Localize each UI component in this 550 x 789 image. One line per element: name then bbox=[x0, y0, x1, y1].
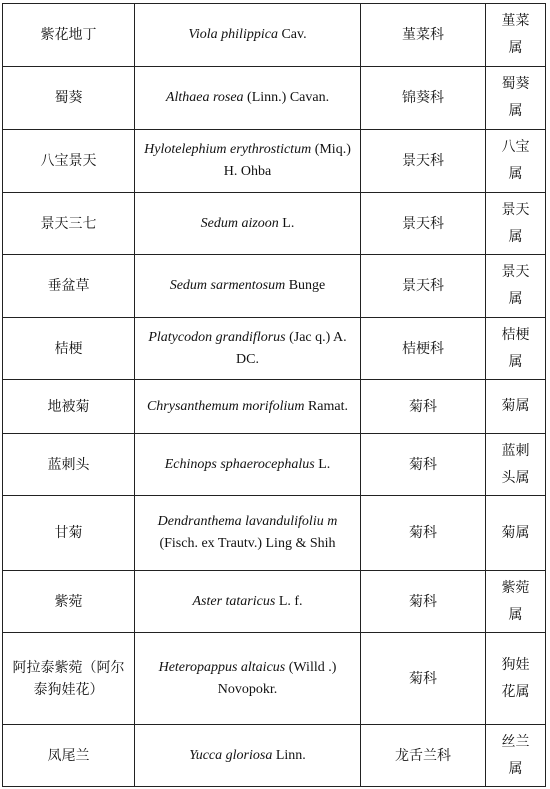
species-name: Viola philippica bbox=[188, 27, 278, 42]
table-row bbox=[3, 255, 546, 318]
table-row bbox=[3, 130, 546, 193]
scientific-name bbox=[135, 496, 361, 571]
scientific-name bbox=[135, 255, 361, 318]
species-name: Platycodon grandiflorus bbox=[148, 329, 286, 345]
plant-species-table bbox=[2, 3, 546, 787]
chinese-name: 地被菊 bbox=[3, 380, 135, 434]
genus-name: 紫菀属 bbox=[486, 571, 546, 633]
species-name: Hylotelephium erythrostictum bbox=[144, 142, 312, 157]
table-row bbox=[3, 725, 546, 787]
genus-name: 狗娃花属 bbox=[486, 633, 546, 725]
chinese-name: 蓝刺头 bbox=[3, 434, 135, 496]
chinese-name: 紫花地丁 bbox=[3, 4, 135, 67]
family-name: 菊科 bbox=[361, 571, 486, 633]
family-name: 堇菜科 bbox=[361, 4, 486, 67]
family-name: 龙舌兰科 bbox=[361, 725, 486, 787]
species-name: Yucca gloriosa bbox=[189, 747, 273, 763]
scientific-name bbox=[135, 725, 361, 787]
family-name: 锦葵科 bbox=[361, 67, 486, 130]
family-name: 菊科 bbox=[361, 380, 486, 434]
authority: Bunge bbox=[285, 278, 326, 293]
scientific-name bbox=[135, 434, 361, 496]
scientific-name bbox=[135, 193, 361, 255]
species-name: Sedum aizoon bbox=[200, 215, 279, 231]
authority: (Jac q.) A. DC. bbox=[236, 329, 347, 367]
species-name: Althaea rosea bbox=[165, 90, 244, 105]
table-row bbox=[3, 571, 546, 633]
species-name: Dendranthema lavandulifoliu m bbox=[157, 514, 338, 529]
authority: L. bbox=[278, 215, 295, 231]
table-row bbox=[3, 496, 546, 571]
species-name: Aster tataricus bbox=[192, 593, 276, 609]
family-name: 景天科 bbox=[361, 193, 486, 255]
species-name: Sedum sarmentosum bbox=[169, 278, 286, 293]
scientific-name bbox=[135, 380, 361, 434]
chinese-name: 景天三七 bbox=[3, 193, 135, 255]
table-row bbox=[3, 434, 546, 496]
table-row bbox=[3, 4, 546, 67]
authority: Ramat. bbox=[304, 398, 349, 414]
scientific-name bbox=[135, 318, 361, 380]
family-name: 菊科 bbox=[361, 633, 486, 725]
family-name: 桔梗科 bbox=[361, 318, 486, 380]
genus-name: 菊属 bbox=[486, 496, 546, 571]
genus-name: 堇菜属 bbox=[486, 4, 546, 67]
chinese-name: 桔梗 bbox=[3, 318, 135, 380]
scientific-name bbox=[135, 130, 361, 193]
authority: Linn. bbox=[272, 747, 306, 763]
authority: (Miq.) H. Ohba bbox=[223, 142, 351, 179]
family-name: 景天科 bbox=[361, 130, 486, 193]
table-row bbox=[3, 318, 546, 380]
scientific-name bbox=[135, 571, 361, 633]
genus-name: 景天属 bbox=[486, 193, 546, 255]
scientific-name bbox=[135, 67, 361, 130]
table-row bbox=[3, 67, 546, 130]
genus-name: 蜀葵属 bbox=[486, 67, 546, 130]
genus-name: 蓝刺头属 bbox=[486, 434, 546, 496]
chinese-name: 阿拉泰紫菀（阿尔泰狗娃花） bbox=[3, 633, 135, 725]
genus-name: 八宝属 bbox=[486, 130, 546, 193]
authority: L. f. bbox=[275, 593, 303, 609]
table-row bbox=[3, 633, 546, 725]
genus-name: 丝兰属 bbox=[486, 725, 546, 787]
genus-name: 桔梗属 bbox=[486, 318, 546, 380]
chinese-name: 蜀葵 bbox=[3, 67, 135, 130]
family-name: 景天科 bbox=[361, 255, 486, 318]
species-name: Echinops sphaerocephalus bbox=[164, 456, 315, 472]
genus-name: 景天属 bbox=[486, 255, 546, 318]
authority: (Willd .) Novopokr. bbox=[217, 659, 337, 697]
scientific-name bbox=[135, 4, 361, 67]
genus-name: 菊属 bbox=[486, 380, 546, 434]
chinese-name: 八宝景天 bbox=[3, 130, 135, 193]
authority: (Linn.) Cavan. bbox=[243, 90, 330, 105]
family-name: 菊科 bbox=[361, 496, 486, 571]
family-name: 菊科 bbox=[361, 434, 486, 496]
chinese-name: 垂盆草 bbox=[3, 255, 135, 318]
authority: Cav. bbox=[277, 27, 307, 42]
table-row bbox=[3, 193, 546, 255]
authority: (Fisch. ex Trautv.) Ling & Shih bbox=[159, 536, 336, 551]
chinese-name: 甘菊 bbox=[3, 496, 135, 571]
authority: L. bbox=[314, 456, 331, 472]
species-name: Chrysanthemum morifolium bbox=[146, 398, 305, 414]
table-row bbox=[3, 380, 546, 434]
species-name: Heteropappus altaicus bbox=[158, 659, 286, 675]
chinese-name: 凤尾兰 bbox=[3, 725, 135, 787]
scientific-name bbox=[135, 633, 361, 725]
chinese-name: 紫菀 bbox=[3, 571, 135, 633]
